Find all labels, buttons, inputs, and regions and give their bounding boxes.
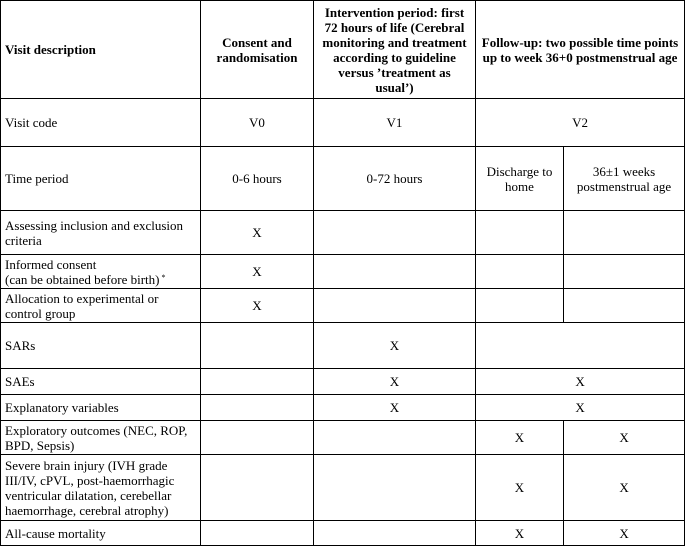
explanatory-v0 — [201, 395, 314, 421]
table-row — [1, 421, 685, 455]
row-label-allocation: Allocation to experimental or control group — [1, 289, 201, 323]
table-row — [1, 211, 685, 255]
row-label-consent — [1, 255, 201, 289]
visit-code-v2: V2 — [476, 99, 685, 147]
table-row — [1, 455, 685, 521]
header-visit-description: Visit description — [1, 1, 201, 99]
explanatory-v1: X — [314, 395, 476, 421]
saes-v1: X — [314, 369, 476, 395]
mortality-v2b: X — [564, 521, 685, 546]
saes-v0 — [201, 369, 314, 395]
inclusion-v2a — [476, 211, 564, 255]
exploratory-v0 — [201, 421, 314, 455]
time-period-v1: 0-72 hours — [314, 147, 476, 211]
mortality-v1 — [314, 521, 476, 546]
visit-code-v1: V1 — [314, 99, 476, 147]
inclusion-v2b — [564, 211, 685, 255]
allocation-v2a — [476, 289, 564, 323]
brain-v0 — [201, 455, 314, 521]
exploratory-v1 — [314, 421, 476, 455]
mortality-v0 — [201, 521, 314, 546]
sars-v1: X — [314, 323, 476, 369]
row-label-brain-injury: Severe brain injury (IVH grade III/IV, cPVL, post-haemorrhagic ventricular dilatation, cerebellar haemorrhage, cerebral atrophy) — [1, 455, 201, 521]
table-row — [1, 289, 685, 323]
header-consent: Consent and randomisation — [201, 1, 314, 99]
header-row — [1, 1, 685, 99]
table-row — [1, 369, 685, 395]
footnote-mark: * — [161, 272, 166, 282]
table-row — [1, 395, 685, 421]
row-label-time-period: Time period — [1, 147, 201, 211]
header-intervention: Intervention period: first 72 hours of life (Cerebral monitoring and treatment according to guideline versus ’treatment as usual’) — [314, 1, 476, 99]
row-label-sars: SARs — [1, 323, 201, 369]
time-period-v2-36weeks: 36±1 weeks postmenstrual age — [564, 147, 685, 211]
explanatory-v2: X — [476, 395, 685, 421]
table-row — [1, 521, 685, 546]
row-label-explanatory: Explanatory variables — [1, 395, 201, 421]
sars-v0 — [201, 323, 314, 369]
row-label-saes: SAEs — [1, 369, 201, 395]
exploratory-v2a: X — [476, 421, 564, 455]
inclusion-v0: X — [201, 211, 314, 255]
table-row — [1, 323, 685, 369]
brain-v2b: X — [564, 455, 685, 521]
sars-v2 — [476, 323, 685, 369]
time-period-v2-discharge: Discharge to home — [476, 147, 564, 211]
header-followup: Follow-up: two possible time points up to week 36+0 postmenstrual age — [476, 1, 685, 99]
row-label-inclusion: Assessing inclusion and exclusion criteria — [1, 211, 201, 255]
brain-v1 — [314, 455, 476, 521]
visit-code-v0: V0 — [201, 99, 314, 147]
allocation-v0: X — [201, 289, 314, 323]
mortality-v2a: X — [476, 521, 564, 546]
table-row — [1, 147, 685, 211]
table-row — [1, 255, 685, 289]
allocation-v1 — [314, 289, 476, 323]
allocation-v2b — [564, 289, 685, 323]
consent-v0: X — [201, 255, 314, 289]
consent-v2a — [476, 255, 564, 289]
consent-v1 — [314, 255, 476, 289]
table-row — [1, 99, 685, 147]
consent-label-line2: (can be obtained before birth) — [5, 271, 160, 287]
consent-label-line1: Informed consent — [5, 256, 97, 272]
saes-v2: X — [476, 369, 685, 395]
time-period-v0: 0-6 hours — [201, 147, 314, 211]
inclusion-v1 — [314, 211, 476, 255]
row-label-mortality: All-cause mortality — [1, 521, 201, 546]
row-label-exploratory: Exploratory outcomes (NEC, ROP, BPD, Sepsis) — [1, 421, 201, 455]
row-label-visit-code: Visit code — [1, 99, 201, 147]
consent-v2b — [564, 255, 685, 289]
brain-v2a: X — [476, 455, 564, 521]
exploratory-v2b: X — [564, 421, 685, 455]
